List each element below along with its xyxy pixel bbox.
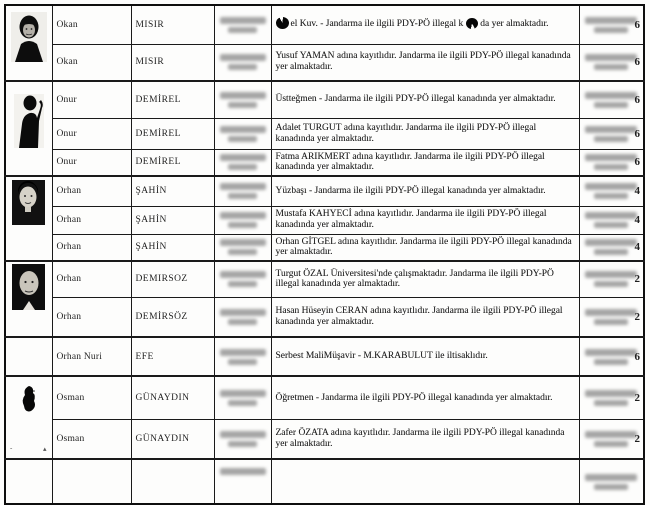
last-name-cell (131, 149, 214, 176)
description-cell (271, 234, 579, 261)
first-name-cell (52, 206, 131, 234)
last-name: DEMİREL (135, 157, 181, 168)
redacted-id-cell (214, 376, 271, 419)
redaction-blur (580, 431, 644, 447)
first-name: Orhan (56, 186, 82, 197)
photo-cell (5, 376, 52, 459)
description-cell (271, 261, 579, 297)
description-text: Adalet TURGUT adına kayıtlıdır. Jandarma ile ilgili PDY-PÖ illegal kanadında yer almaktadır. (275, 122, 537, 144)
table-row (5, 118, 644, 149)
table-row (5, 459, 644, 504)
redaction-blur (215, 17, 271, 33)
first-name: Orhan (56, 311, 82, 322)
last-name: EFE (135, 351, 154, 362)
last-name: MISIR (135, 57, 165, 68)
redacted-id-cell (214, 234, 271, 261)
description-cell (271, 176, 579, 206)
redaction-blur (215, 126, 271, 142)
redacted-id-cell (214, 44, 271, 81)
first-name-cell (52, 459, 131, 504)
score-cell (579, 297, 644, 337)
score-value: 6 (634, 18, 640, 31)
first-name: Orhan Nuri (56, 351, 103, 362)
description-text: Zafer ÖZATA adına kayıtlıdır. Jandarma ile ilgili PDY-PÖ illegal kanadında yer almaktadır. (275, 428, 565, 449)
redaction-blur (580, 271, 644, 287)
last-name: GÜNAYDIN (135, 392, 190, 403)
first-name-cell (52, 118, 131, 149)
redacted-id-cell (214, 419, 271, 459)
last-name: GÜNAYDIN (135, 433, 190, 444)
last-name: DEMİREL (135, 128, 181, 139)
redaction-blur (215, 309, 271, 325)
redacted-id-cell (214, 81, 271, 118)
first-name: Onur (56, 128, 77, 139)
last-name-cell (131, 176, 214, 206)
score-cell (579, 459, 644, 504)
redaction-blur (580, 309, 644, 325)
last-name-cell (131, 118, 214, 149)
score-cell (579, 44, 644, 81)
score-value: 6 (634, 127, 640, 140)
description-text: Üstteğmen - Jandarma ile ilgili PDY-PÖ illegal kanadında yer almaktadır. (275, 94, 556, 105)
description-cell (271, 5, 579, 44)
score-cell (579, 176, 644, 206)
photo-cell-empty (5, 459, 52, 504)
redacted-id-cell (214, 297, 271, 337)
last-name: DEMİRSÖZ (135, 311, 188, 322)
score-cell (579, 376, 644, 419)
description-cell (271, 459, 579, 504)
redaction-blur (580, 349, 644, 365)
score-cell (579, 206, 644, 234)
first-name-cell (52, 5, 131, 44)
description-cell (271, 419, 579, 459)
first-name-cell (52, 234, 131, 261)
redaction-blur (580, 212, 644, 228)
description-text: Yusuf YAMAN adına kayıtlıdır. Jandarma ile ilgili PDY-PÖ illegal kanadında yer almaktadır. (275, 51, 571, 73)
first-name: Okan (56, 57, 78, 68)
first-name: Onur (56, 94, 77, 105)
description-cell (271, 297, 579, 337)
first-name-cell (52, 81, 131, 118)
last-name-cell (131, 337, 214, 376)
score-value: 2 (634, 310, 640, 323)
first-name: Osman (56, 433, 85, 444)
table-row (5, 419, 644, 459)
first-name: Okan (56, 19, 78, 30)
score-value: 4 (634, 241, 640, 254)
description-cell (271, 81, 579, 118)
first-name-cell (52, 261, 131, 297)
photo-cell-empty (5, 337, 52, 376)
score-cell (579, 118, 644, 149)
table-row (5, 234, 644, 261)
photo-cell (5, 176, 52, 261)
first-name-cell (52, 149, 131, 176)
last-name-cell (131, 419, 214, 459)
table-row (5, 337, 644, 376)
last-name-cell (131, 206, 214, 234)
first-name-cell (52, 376, 131, 419)
redaction-blur (215, 183, 271, 199)
description-cell (271, 206, 579, 234)
score-value: 6 (634, 56, 640, 69)
score-value: 4 (634, 214, 640, 227)
table-row (5, 44, 644, 81)
redaction-blur (215, 390, 271, 406)
ink-blot-icon (276, 17, 289, 29)
redaction-blur (580, 54, 644, 70)
first-name: Orhan (56, 242, 82, 253)
redaction-blur (215, 271, 271, 287)
table-row (5, 176, 644, 206)
redaction-blur (580, 474, 644, 490)
last-name: ŞAHİN (135, 186, 167, 197)
redacted-id-cell (214, 149, 271, 176)
photo-cell (5, 81, 52, 176)
description-text: Öğretmen - Jandarma ile ilgili PDY-PÖ illegal kanadında yer almaktadır. (275, 392, 553, 403)
photo-cell (5, 261, 52, 337)
redaction-blur (215, 431, 271, 447)
score-cell (579, 81, 644, 118)
redacted-id-cell (214, 5, 271, 44)
redacted-id-cell (214, 206, 271, 234)
description-text: Turgut ÖZAL Üniversitesi'nde çalışmaktadır. Jandarma ile ilgili PDY-PÖ illegal kanadında yer almaktadır. (275, 268, 554, 290)
last-name: DEMİREL (135, 94, 181, 105)
first-name: Osman (56, 392, 85, 403)
last-name: ŞAHİN (135, 215, 167, 226)
photo-cell (5, 5, 52, 81)
last-name-cell (131, 376, 214, 419)
score-cell (579, 337, 644, 376)
score-value: 2 (634, 273, 640, 286)
first-name-cell (52, 337, 131, 376)
table-row (5, 376, 644, 419)
first-name: Onur (56, 157, 77, 168)
ink-blot-icon (466, 18, 478, 29)
first-name-cell (52, 297, 131, 337)
table-row (5, 297, 644, 337)
score-cell (579, 234, 644, 261)
first-name-cell (52, 44, 131, 81)
description-text: Fatma ARIKMERT adına kayıtlıdır. Jandarma ile ilgili PDY-PÖ illegal kanadında yer almaktadır. (275, 151, 545, 173)
description-text: Hasan Hüseyin CERAN adına kayıtlıdır. Jandarma ile ilgili PDY-PÖ illegal kanadında yer almaktadır. (275, 306, 563, 327)
first-name-cell (52, 419, 131, 459)
scan-artifact: ▴ (42, 445, 47, 454)
document-table (4, 4, 645, 505)
table-row (5, 149, 644, 176)
redaction-blur (215, 154, 271, 170)
score-value: 6 (634, 156, 640, 169)
last-name: ŞAHİN (135, 242, 167, 253)
last-name: DEMIRSOZ (135, 274, 188, 285)
description-cell (271, 44, 579, 81)
table-row (5, 81, 644, 118)
table-row (5, 261, 644, 297)
redacted-id-cell (214, 459, 271, 504)
last-name: MISIR (135, 19, 165, 30)
portrait-onur-demirel-photo (14, 94, 44, 148)
description-cell (271, 376, 579, 419)
portrait-orhan-demirsoz-photo (12, 264, 45, 310)
portrait-osman-gunaydin-photo (20, 385, 38, 413)
redaction-blur (580, 390, 644, 406)
description-text: Orhan GİTGEL adına kayıtlıdır. Jandarma ile ilgili PDY-PÖ illegal kanadında yer almaktadır. (275, 236, 572, 258)
last-name-cell (131, 81, 214, 118)
redaction-blur (580, 154, 644, 170)
redacted-id-cell (214, 118, 271, 149)
description-cell (271, 118, 579, 149)
last-name-cell (131, 261, 214, 297)
redaction-blur (215, 54, 271, 70)
score-value: 2 (634, 391, 640, 404)
portrait-okan-misir-photo (11, 12, 47, 62)
redaction-blur (215, 349, 271, 365)
last-name-cell (131, 459, 214, 504)
redaction-blur (215, 212, 271, 228)
portrait-orhan-sahin-photo (12, 180, 45, 225)
description-text: Serbest MaliMüşavir - M.KARABULUT ile iltisaklıdır. (275, 351, 488, 362)
table-row (5, 5, 644, 44)
scan-artifact: - (10, 444, 13, 453)
score-value: 6 (634, 350, 640, 363)
description-text: Mustafa KAHYECİ adına kayıtlıdır. Jandarma ile ilgili PDY-PÖ illegal kanadında yer almaktadır. (275, 209, 547, 231)
score-cell (579, 5, 644, 44)
table-row (5, 206, 644, 234)
redaction-blur (580, 92, 644, 108)
last-name-cell (131, 44, 214, 81)
description-text: el Kuv. - Jandarma ile ilgili PDY-PÖ illegal k (290, 19, 464, 30)
redaction-blur (580, 239, 644, 255)
description-cell (271, 149, 579, 176)
score-value: 6 (634, 93, 640, 106)
score-value: 4 (634, 185, 640, 198)
score-cell (579, 419, 644, 459)
first-name: Orhan (56, 274, 82, 285)
redacted-id-cell (214, 176, 271, 206)
score-cell (579, 149, 644, 176)
redaction-blur (580, 183, 644, 199)
first-name: Orhan (56, 215, 82, 226)
redacted-id-cell (214, 261, 271, 297)
description-cell (271, 337, 579, 376)
first-name-cell (52, 176, 131, 206)
description-text: da yer almaktadır. (480, 19, 549, 30)
score-value: 2 (634, 432, 640, 445)
last-name-cell (131, 234, 214, 261)
redaction-blur (215, 468, 271, 475)
last-name-cell (131, 297, 214, 337)
last-name-cell (131, 5, 214, 44)
redaction-blur (580, 17, 644, 33)
redaction-blur (580, 126, 644, 142)
redacted-id-cell (214, 337, 271, 376)
redaction-blur (215, 239, 271, 255)
score-cell (579, 261, 644, 297)
redaction-blur (215, 92, 271, 108)
description-text: Yüzbaşı - Jandarma ile ilgili PDY-PÖ illegal kanadında yer almaktadır. (275, 185, 546, 196)
